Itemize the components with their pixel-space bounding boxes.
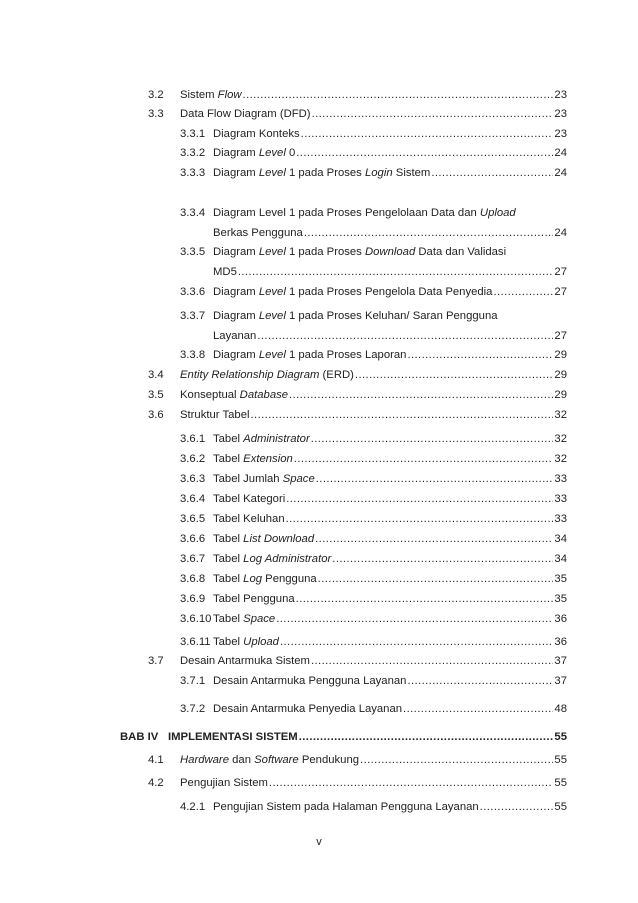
toc-dot-leader [289,388,553,402]
toc-entry-number: 3.6.1 [180,433,206,445]
toc-dot-leader [355,368,554,382]
toc-entry [180,633,567,649]
toc-entry [180,470,567,486]
toc-entry-number: 3.3.3 [180,167,206,179]
toc-entry [148,652,567,668]
toc-entry-number: 3.7.1 [180,675,206,687]
toc-entry-number: 3.6.9 [180,593,206,605]
toc-entry [180,144,567,160]
toc-entry-title: Entity Relationship Diagram (ERD) [180,369,354,381]
toc-entry-title: Berkas Pengguna [213,227,303,239]
toc-dot-leader [360,753,553,767]
toc-entry-title: MD5 [213,266,237,278]
toc-dot-leader [318,572,554,586]
toc-entry-number: 3.7 [148,655,164,667]
toc-page-number: 48 [554,703,567,715]
toc-page-number: 27 [554,266,567,278]
toc-dot-leader [312,107,554,121]
toc-dot-leader [286,512,554,526]
page-number: v [316,836,322,848]
toc-entry [180,490,567,506]
toc-entry-title: Desain Antarmuka Penyedia Layanan [213,703,403,715]
toc-page-number: 32 [554,433,567,445]
toc-page-number: 33 [554,513,567,525]
toc-page-number: 32 [554,409,567,421]
toc-entry-title: Tabel Jumlah Space [213,473,315,485]
toc-entry [148,386,567,402]
toc-entry [180,204,567,220]
toc-page-number: 55 [554,777,567,789]
toc-entry-title: Sistem Flow [180,89,242,101]
toc-entry [180,450,567,466]
toc-dot-leader [316,472,554,486]
toc-entry-title: Diagram Level 0 [213,147,296,159]
toc-entry [213,224,567,240]
toc-entry-title: Tabel Space [213,613,276,625]
toc-entry [148,751,567,767]
toc-entry [180,570,567,586]
toc-entry-title: Tabel List Download [213,533,315,545]
toc-entry-title: Hardware dan Software Pendukung [180,754,360,766]
toc-page-number: 24 [554,227,567,239]
toc-entry-number: 3.3.6 [180,286,206,298]
toc-entry-title: Diagram Level 1 pada Proses Laporan [213,349,407,361]
toc-page-number: 23 [554,128,567,140]
toc-dot-leader [296,146,553,160]
toc-entry-number: 4.2 [148,777,164,789]
toc-page-number: 29 [554,369,567,381]
toc-dot-leader [403,702,553,716]
toc-dot-leader [299,730,554,744]
toc-entry-number: 3.6.4 [180,493,206,505]
toc-entry-number: 3.6.11 [180,636,211,648]
toc-entry-number: 3.3 [148,108,164,120]
toc-entry [180,700,567,716]
toc-page-number: 55 [554,731,567,743]
toc-entry-number: 3.6.8 [180,573,206,585]
toc-dot-leader [257,329,553,343]
toc-page-number: 27 [554,286,567,298]
toc-entry-title: Diagram Level 1 pada Proses Pengelola Data Penyedia [213,286,493,298]
toc-entry-title: Desain Antarmuka Sistem [180,655,310,667]
toc-page-number: 55 [554,754,567,766]
toc-entry-title: Diagram Level 1 pada Proses Login Sistem [213,167,431,179]
toc-entry-number: 3.5 [148,389,164,401]
toc-entry-title: IMPLEMENTASI SISTEM [168,731,298,743]
toc-page-number: 29 [554,349,567,361]
toc-entry-title: Tabel Log Administrator [213,553,332,565]
toc-dot-leader [480,800,554,814]
toc-page-number: 24 [554,167,567,179]
toc-entry [180,283,567,299]
toc-dot-leader [296,592,554,606]
toc-dot-leader [251,408,554,422]
toc-dot-leader [311,432,554,446]
toc-entry-number: 3.6.2 [180,453,206,465]
toc-page-number: 33 [554,493,567,505]
toc-entry-title: Data Flow Diagram (DFD) [180,108,311,120]
toc-page-number: 34 [554,553,567,565]
toc-entry-title: Pengujian Sistem pada Halaman Pengguna Layanan [213,801,479,813]
toc-page-number: 35 [554,593,567,605]
toc-page-number: 37 [554,655,567,667]
toc-entry-title: Diagram Konteks [213,128,300,140]
toc-entry-title: Tabel Administrator [213,433,310,445]
toc-entry-number: 3.7.2 [180,703,206,715]
toc-dot-leader [276,612,553,626]
toc-entry-number: 3.4 [148,369,164,381]
toc-entry-title: Tabel Log Pengguna [213,573,317,585]
toc-entry [180,590,567,606]
toc-entry [148,406,567,422]
toc-entry-number: 3.3.4 [180,207,206,219]
toc-page-number: 34 [554,533,567,545]
toc-dot-leader [286,492,553,506]
toc-entry [180,610,567,626]
toc-entry-number: 3.3.2 [180,147,206,159]
toc-dot-leader [280,635,553,649]
toc-dot-leader [431,166,553,180]
toc-entry [180,530,567,546]
toc-entry [180,125,567,141]
toc-page-number: 35 [554,573,567,585]
toc-dot-leader [243,88,554,102]
toc-entry-number: 3.6.6 [180,533,206,545]
toc-dot-leader [301,127,554,141]
toc-entry-number: 3.3.7 [180,310,206,322]
toc-entry-number: 3.6.3 [180,473,206,485]
toc-entry [148,105,567,121]
toc-dot-leader [407,674,553,688]
toc-dot-leader [269,776,554,790]
toc-page-number: 36 [554,636,567,648]
toc-entry [180,164,567,180]
toc-entry [180,346,567,362]
toc-dot-leader [332,552,553,566]
toc-entry-number: 4.2.1 [180,801,206,813]
toc-entry-title: Tabel Upload [213,636,279,648]
toc-entry-number: 3.3.5 [180,246,206,258]
toc-entry-title: Struktur Tabel [180,409,250,421]
toc-page-number: 37 [554,675,567,687]
toc-entry-number: 3.6.7 [180,553,206,565]
toc-entry-title: Desain Antarmuka Pengguna Layanan [213,675,407,687]
toc-entry [148,774,567,790]
toc-entry [213,263,567,279]
toc-entry [148,366,567,382]
toc-entry-number: 3.3.1 [180,128,206,140]
toc-entry-number: 3.6.5 [180,513,206,525]
toc-entry-number: 3.3.8 [180,349,206,361]
toc-entry [213,327,567,343]
toc-page-number: 29 [554,389,567,401]
toc-dot-leader [238,265,554,279]
toc-chapter-entry [120,728,567,744]
toc-page-number: 36 [554,613,567,625]
toc-page-number: 27 [554,330,567,342]
toc-entry [180,510,567,526]
toc-entry [180,672,567,688]
toc-entry-number: 4.1 [148,754,164,766]
toc-dot-leader [294,452,554,466]
toc-entry-title: Diagram Level 1 pada Proses Keluhan/ Saran Pengguna [213,310,498,322]
toc-entry [180,798,567,814]
toc-entry-title: Tabel Extension [213,453,293,465]
toc-entry-number: BAB IV [120,731,159,743]
toc-entry [180,430,567,446]
toc-page-number: 33 [554,473,567,485]
toc-page-number: 23 [554,108,567,120]
toc-entry-title: Diagram Level 1 pada Proses Pengelolaan Data dan Upload [213,207,516,219]
toc-page-number: 55 [554,801,567,813]
toc-entry-title: Layanan [213,330,257,342]
toc-dot-leader [311,654,553,668]
toc-dot-leader [304,226,554,240]
toc-entry-title: Tabel Keluhan [213,513,285,525]
toc-dot-leader [407,348,553,362]
toc-entry-title: Tabel Pengguna [213,593,295,605]
toc-entry [148,86,567,102]
toc-entry-number: 3.2 [148,89,164,101]
toc-entry-title: Tabel Kategori [213,493,286,505]
toc-entry-title: Pengujian Sistem [180,777,268,789]
toc-entry [180,307,567,323]
toc-entry-title: Konseptual Database [180,389,289,401]
toc-entry-number: 3.6.10 [180,613,212,625]
toc-entry [180,550,567,566]
toc-dot-leader [493,285,553,299]
toc-page-number: 23 [554,89,567,101]
toc-page-number: 24 [554,147,567,159]
toc-dot-leader [315,532,553,546]
toc-entry-title: Diagram Level 1 pada Proses Download Data dan Validasi [213,246,507,258]
toc-entry [180,243,567,259]
toc-page-number: 32 [554,453,567,465]
toc-entry-number: 3.6 [148,409,164,421]
